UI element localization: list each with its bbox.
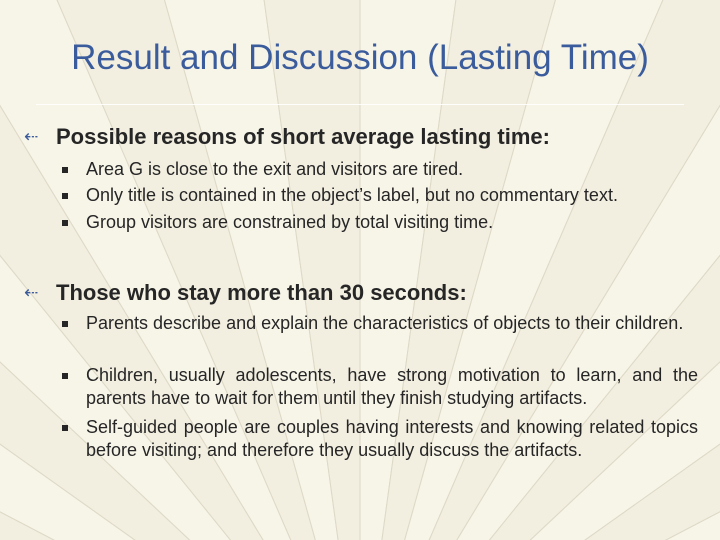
slide-title: Result and Discussion (Lasting Time) xyxy=(71,38,649,77)
curved-arrow-icon: ⇠ xyxy=(24,283,39,303)
curved-arrow-icon: ⇠ xyxy=(24,127,39,147)
list-item-text: Group visitors are constrained by total visiting time. xyxy=(86,212,494,232)
list-item-text: Self-guided people are couples having interests and knowing related topics before visiting; and therefore they usually discuss the artifacts. xyxy=(86,417,698,460)
list-item-text: Children, usually adolescents, have strong motivation to learn, and the parents have to wait for them until they finish studying artifacts. xyxy=(86,365,698,408)
square-bullet-icon xyxy=(62,167,68,173)
square-bullet-icon xyxy=(62,193,68,199)
list-item-text: Area G is close to the exit and visitors are tired. xyxy=(86,159,464,179)
list-item-text: Only title is contained in the object’s label, but no commentary text. xyxy=(86,185,618,205)
list-item-text: Parents describe and explain the characteristics of objects to their children. xyxy=(86,313,684,333)
square-bullet-icon xyxy=(62,321,68,327)
section-heading-text: Possible reasons of short average lasting time: xyxy=(56,124,550,149)
square-bullet-icon xyxy=(62,220,68,226)
square-bullet-icon xyxy=(62,425,68,431)
section-heading-text: Those who stay more than 30 seconds: xyxy=(56,280,467,305)
square-bullet-icon xyxy=(62,373,68,379)
